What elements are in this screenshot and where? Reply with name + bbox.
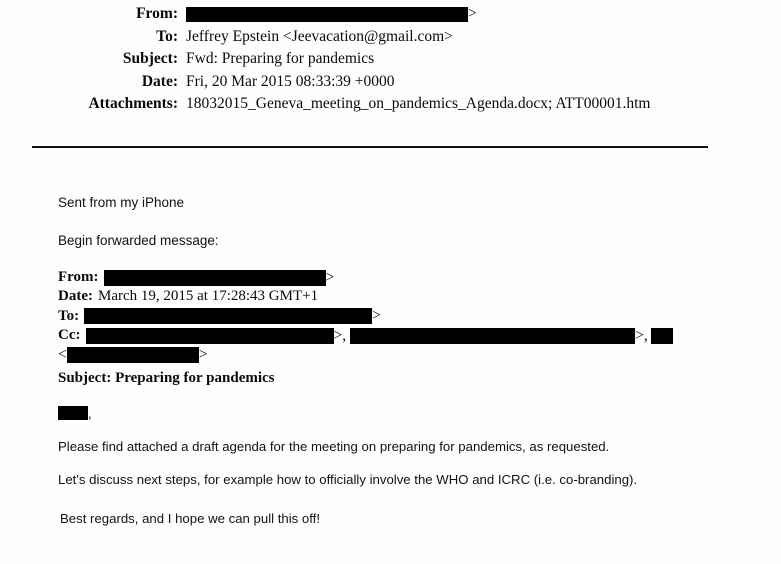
forwarded-label-to: To: [58,307,80,324]
forwarded-message-header [58,269,758,388]
header-divider [32,146,708,148]
redaction-bar [651,328,673,344]
envelope-label-from: From: [136,5,178,22]
envelope-value-from [186,6,781,22]
forwarded-label-cc: Cc: [58,326,81,343]
forwarded-row-to [58,307,758,325]
forwarded-row-cc [58,327,758,345]
envelope-row-from [0,6,781,22]
forwarded-from-bracket: > [325,269,335,286]
redaction-bar [84,308,372,324]
forwarded-row-date [58,288,758,306]
sent-from-line: Sent from my iPhone [58,195,185,210]
envelope-row-subject [0,51,781,67]
forwarded-to-bracket: > [372,307,381,325]
redaction-bar [350,328,635,344]
forwarded-value-date: March 19, 2015 at 17:28:43 GMT+1 [97,288,319,305]
envelope-from-bracket: > [468,5,477,22]
begin-forwarded-line: Begin forwarded message: [58,232,219,248]
body-paragraph-1: Please find attached a draft agenda for the meeting on preparing for pandemics, as requested. [58,438,610,454]
forwarded-label-from: From: [58,269,99,286]
email-envelope-header [0,6,781,119]
forwarded-value-subject: Preparing for pandemics [115,370,275,387]
salutation-comma: , [88,405,92,421]
forwarded-row-from [58,269,758,287]
forwarded-cc-bracket-1: >, [333,326,347,344]
forwarded-label-subject: Subject: [58,370,112,387]
redaction-bar [86,328,334,344]
envelope-row-attachments [0,96,781,112]
forwarded-row-cc-continued [58,346,758,364]
body-paragraph-2: Let's discuss next steps, for example how to officially involve the WHO and ICRC (i.e. co-branding). [58,471,638,487]
redaction-bar [104,270,326,286]
salutation-line [58,406,758,421]
envelope-label-attachments: Attachments: [88,95,178,113]
envelope-row-to [0,29,781,45]
envelope-label-date: Date: [141,72,178,90]
forwarded-row-subject [58,370,758,388]
forwarded-cc-lead-bracket: < [58,345,67,363]
body-paragraph-3: Best regards, and I hope we can pull this off! [60,510,321,526]
forwarded-cc-bracket-3: > [198,345,208,363]
redaction-bar [67,347,199,363]
redaction-bar [58,406,88,420]
envelope-label-subject: Subject: [122,50,178,68]
envelope-label-to: To: [156,27,178,45]
redaction-bar [186,7,468,22]
forwarded-cc-bracket-2: >, [635,326,648,344]
email-body [58,196,758,526]
envelope-row-date [0,74,781,90]
forwarded-label-date: Date: [58,288,93,305]
envelope-value-date: Fri, 20 Mar 2015 08:33:39 +0000 [186,72,395,90]
envelope-value-attachments: 18032015_Geneva_meeting_on_pandemics_Agenda.docx; ATT00001.htm [186,95,651,113]
envelope-value-to: Jeffrey Epstein <Jeevacation@gmail.com> [186,27,453,45]
envelope-value-subject: Fwd: Preparing for pandemics [186,50,375,68]
